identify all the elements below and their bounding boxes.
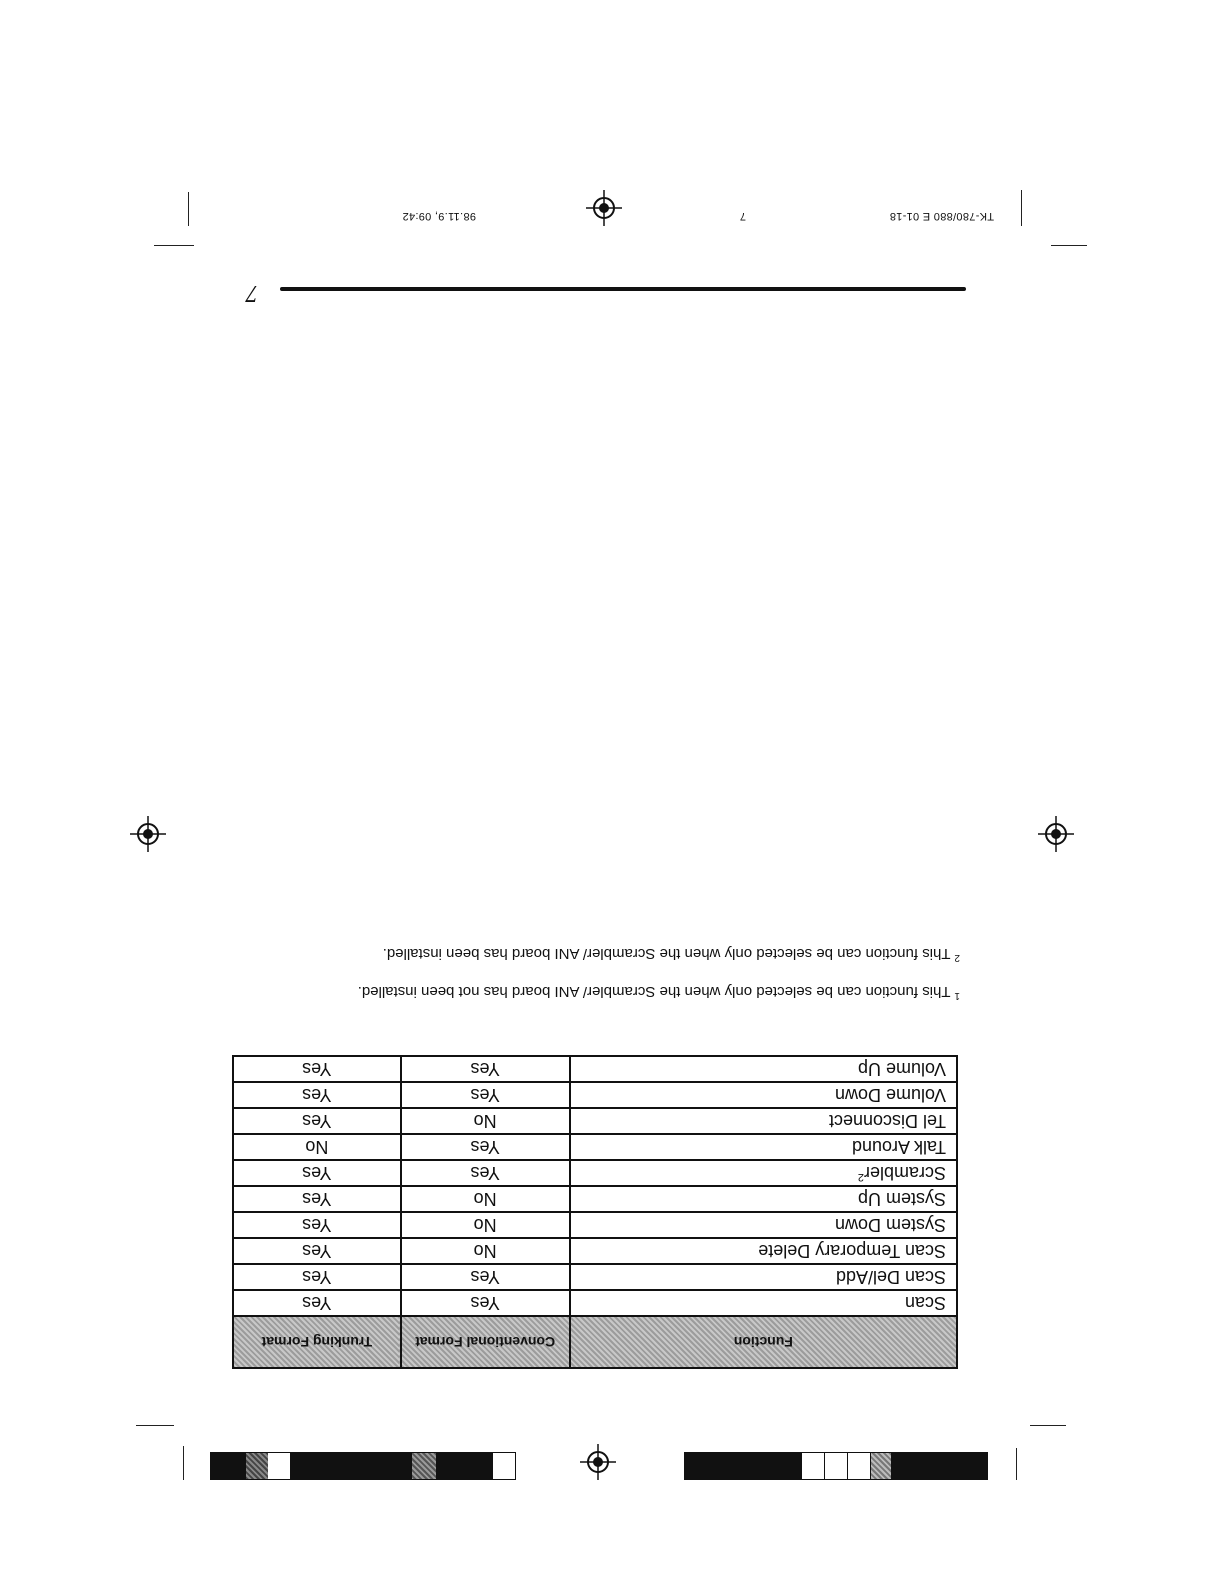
footnote-mark: 1 bbox=[954, 990, 960, 1001]
function-cell bbox=[570, 1160, 957, 1186]
function-cell bbox=[570, 1056, 957, 1082]
function-cell bbox=[570, 1290, 957, 1316]
crop-mark bbox=[154, 245, 194, 246]
gray-bar-left bbox=[684, 1452, 988, 1480]
trunking-cell: Yes bbox=[233, 1264, 401, 1290]
function-label: Scan Temporary Delete bbox=[758, 1241, 946, 1262]
table-row bbox=[233, 1186, 957, 1212]
crop-mark bbox=[136, 1425, 174, 1426]
header-conventional: Conventional Format bbox=[401, 1316, 570, 1368]
table-row bbox=[233, 1056, 957, 1082]
function-label: System Up bbox=[857, 1189, 946, 1210]
table-row bbox=[233, 1108, 957, 1134]
page-rule bbox=[280, 287, 966, 291]
crop-mark bbox=[188, 192, 189, 226]
function-label: System Down bbox=[834, 1215, 946, 1236]
slug-file: TK-780/880 E 01-18 bbox=[889, 210, 994, 222]
crop-mark bbox=[1030, 1425, 1066, 1426]
function-label: Tel Disconnect bbox=[828, 1111, 946, 1132]
function-cell bbox=[570, 1264, 957, 1290]
function-label: Volume Down bbox=[834, 1085, 946, 1106]
slug-timestamp: 98.11.9, 09:42 bbox=[402, 210, 476, 222]
footnote-1 bbox=[240, 983, 960, 1004]
table-header-row bbox=[233, 1316, 957, 1368]
conventional-cell: No bbox=[401, 1108, 570, 1134]
footnote-mark: 2 bbox=[954, 952, 960, 963]
function-cell bbox=[570, 1082, 957, 1108]
footnote-text: This function can be selected only when the Scrambler/ ANI board has not been installed. bbox=[357, 983, 951, 1000]
function-cell bbox=[570, 1186, 957, 1212]
trunking-cell: Yes bbox=[233, 1212, 401, 1238]
footnote-text: This function can be selected only when the Scrambler/ ANI board has been installed. bbox=[382, 945, 951, 962]
function-cell bbox=[570, 1134, 957, 1160]
registration-target-icon bbox=[586, 190, 622, 226]
function-label: Scan bbox=[904, 1293, 946, 1314]
page-number: 7 bbox=[246, 280, 258, 306]
function-table bbox=[232, 1055, 958, 1369]
table-row bbox=[233, 1082, 957, 1108]
header-trunking: Trunking Format bbox=[233, 1316, 401, 1368]
crop-mark bbox=[1016, 1448, 1017, 1480]
slug-page: 7 bbox=[739, 210, 746, 222]
header-function: Function bbox=[570, 1316, 957, 1368]
registration-target-icon bbox=[1038, 816, 1074, 852]
function-label: Talk Around bbox=[851, 1137, 946, 1158]
trunking-cell: Yes bbox=[233, 1186, 401, 1212]
conventional-cell: Yes bbox=[401, 1056, 570, 1082]
trunking-cell: Yes bbox=[233, 1108, 401, 1134]
function-label: Scan Del/Add bbox=[835, 1267, 946, 1288]
table-row bbox=[233, 1290, 957, 1316]
trunking-cell: Yes bbox=[233, 1056, 401, 1082]
crop-mark bbox=[183, 1446, 184, 1480]
function-label: Volume Up bbox=[857, 1059, 946, 1080]
footnote-ref: 2 bbox=[857, 1171, 864, 1184]
conventional-cell: No bbox=[401, 1212, 570, 1238]
function-label: Scrambler bbox=[863, 1163, 946, 1184]
gray-bar-right bbox=[210, 1452, 516, 1480]
trunking-cell: Yes bbox=[233, 1082, 401, 1108]
table-row bbox=[233, 1212, 957, 1238]
conventional-cell: No bbox=[401, 1238, 570, 1264]
trunking-cell: No bbox=[233, 1134, 401, 1160]
trunking-cell: Yes bbox=[233, 1160, 401, 1186]
registration-target-icon bbox=[580, 1444, 616, 1480]
crop-mark bbox=[1021, 190, 1022, 226]
trunking-cell: Yes bbox=[233, 1290, 401, 1316]
conventional-cell: No bbox=[401, 1186, 570, 1212]
function-cell bbox=[570, 1108, 957, 1134]
conventional-cell: Yes bbox=[401, 1264, 570, 1290]
footnote-2 bbox=[240, 945, 960, 966]
conventional-cell: Yes bbox=[401, 1134, 570, 1160]
table-row bbox=[233, 1160, 957, 1186]
table-row bbox=[233, 1134, 957, 1160]
crop-mark bbox=[1051, 245, 1087, 246]
function-cell bbox=[570, 1238, 957, 1264]
table-row bbox=[233, 1264, 957, 1290]
table-row bbox=[233, 1238, 957, 1264]
trunking-cell: Yes bbox=[233, 1238, 401, 1264]
conventional-cell: Yes bbox=[401, 1082, 570, 1108]
conventional-cell: Yes bbox=[401, 1160, 570, 1186]
function-cell bbox=[570, 1212, 957, 1238]
conventional-cell: Yes bbox=[401, 1290, 570, 1316]
registration-target-icon bbox=[130, 816, 166, 852]
